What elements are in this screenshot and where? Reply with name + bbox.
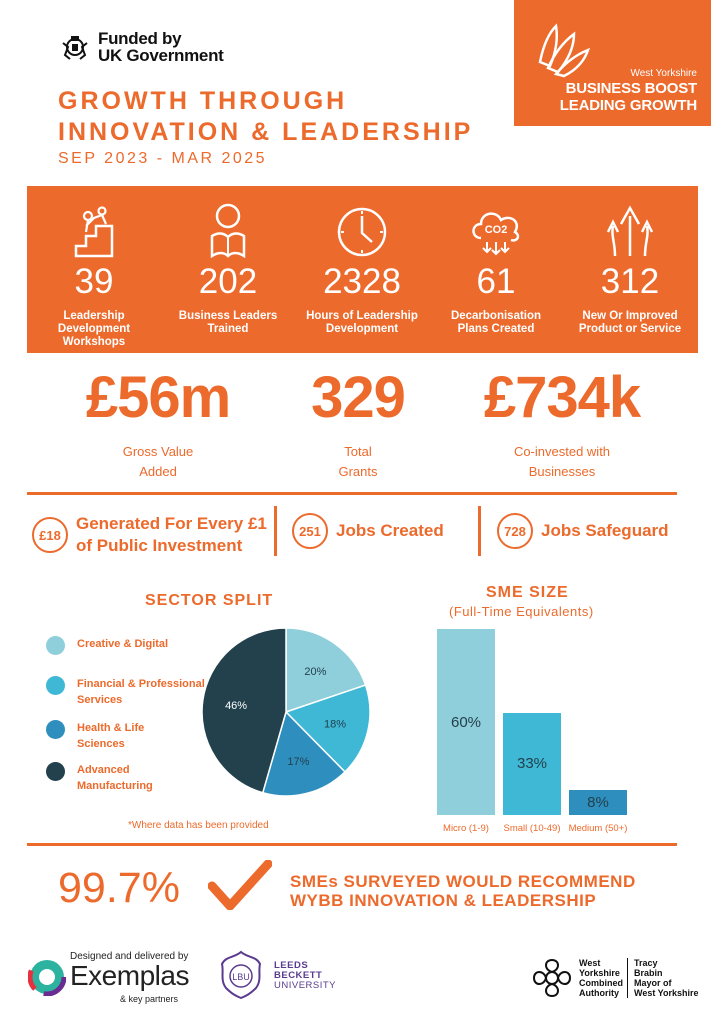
logo-line3: LEADING GROWTH	[559, 97, 697, 114]
figure-grants-desc1: Total	[344, 444, 372, 459]
jobs-created-badge: 251	[292, 513, 328, 549]
legend-label: Health & Life	[77, 722, 145, 734]
sme-bar-value: 60%	[450, 713, 482, 731]
pie-label-4: 46%	[225, 699, 248, 712]
legend-label-cont: Sciences	[77, 738, 125, 750]
clock-icon	[336, 206, 388, 258]
sme-size-subtitle: (Full-Time Equivalents)	[449, 604, 594, 619]
growth-arrows-icon	[605, 202, 655, 258]
stat-hours-value: 2328	[323, 262, 401, 301]
sme-bar-value: 8%	[587, 794, 609, 812]
title-line2: INNOVATION & LEADERSHIP	[58, 118, 474, 146]
title-line1: GROWTH THROUGH	[58, 87, 348, 115]
wyca-line4: Authority	[579, 988, 619, 998]
legend-swatch	[46, 636, 65, 655]
mayor-line4: West Yorkshire	[634, 988, 699, 998]
leeds-line2: BECKETT	[274, 970, 323, 981]
figure-gva-value: £56m	[85, 365, 231, 430]
jobs-safeguard-badge: 728	[497, 513, 533, 549]
stat-products-label: New Or Improved Product or Service	[578, 310, 682, 335]
mayor-line1: Tracy	[634, 958, 658, 968]
wyca-line2: Yorkshire	[579, 968, 620, 978]
legend-creative-digital	[46, 636, 168, 655]
stairs-climb-icon	[72, 206, 116, 258]
stats-band	[27, 186, 698, 353]
sme-bar-category: Micro (1-9)	[443, 823, 489, 834]
figure-grants	[248, 366, 468, 482]
figure-gva	[48, 366, 268, 482]
mayor-line3: Mayor of	[634, 978, 672, 988]
recommend-line1: SMEs SURVEYED WOULD RECOMMEND	[290, 872, 636, 891]
divider-top	[27, 492, 677, 495]
stat-hours-label: Hours of Leadership Development	[306, 310, 418, 335]
impact-jobs-created	[292, 513, 444, 549]
stat-products-value: 312	[600, 262, 660, 301]
key-partners-text: & key partners	[120, 994, 179, 1004]
figure-coinvested	[452, 366, 672, 482]
reader-icon	[206, 202, 250, 258]
sme-bar-value: 33%	[516, 755, 548, 773]
funded-line1: Funded by	[98, 29, 182, 48]
pie-label-3: 17%	[287, 755, 310, 768]
stat-decarbonisation-value: 61	[476, 262, 516, 301]
stat-decarbonisation	[429, 186, 563, 336]
generated-line2: of Public Investment	[76, 536, 243, 555]
legend-swatch	[46, 676, 65, 695]
legend-swatch	[46, 762, 65, 781]
funded-by-uk-government	[60, 30, 224, 64]
mayor-wordmark	[634, 958, 699, 998]
legend-label-cont: Services	[77, 694, 123, 706]
generated-line1: Generated For Every £1	[76, 514, 267, 533]
business-boost-logo	[514, 0, 711, 126]
stat-decarbonisation-label: Decarbonisation Plans Created	[450, 310, 542, 335]
figure-gva-desc2: Added	[139, 464, 177, 479]
impact-generated	[32, 513, 267, 557]
co2-cloud-icon	[467, 206, 525, 258]
recommend-text	[290, 872, 636, 910]
leeds-line3: UNIVERSITY	[274, 980, 337, 991]
sector-split-title: SECTOR SPLIT	[145, 592, 274, 609]
sme-bar-category: Medium (50+)	[568, 823, 628, 834]
sme-bar-2	[503, 713, 561, 815]
stat-leaders-label: Business Leaders Trained	[178, 310, 278, 335]
legend-label-cont: Manufacturing	[77, 780, 153, 792]
figure-gva-desc1: Gross Value	[122, 444, 194, 459]
exemplas-logo-icon	[28, 958, 66, 996]
wyca-rose-icon	[530, 956, 574, 1000]
figure-grants-value: 329	[311, 365, 405, 430]
stat-workshops-label: Leadership Development Workshops	[57, 310, 131, 348]
book-pages-icon	[534, 22, 594, 80]
figure-coinvested-desc2: Businesses	[528, 464, 596, 479]
figure-coinvested-desc1: Co-invested with	[513, 444, 611, 459]
generated-value-badge: £18	[32, 517, 68, 553]
recommend-percent: 99.7%	[58, 864, 180, 912]
sme-size-title: SME SIZE	[486, 584, 569, 601]
figure-grants-desc2: Grants	[338, 464, 378, 479]
legend-manufacturing	[46, 762, 153, 794]
wyca-line1: West	[579, 958, 601, 968]
divider-v1	[274, 506, 277, 556]
stat-workshops	[27, 186, 161, 349]
stat-products	[563, 186, 697, 336]
jobs-safeguard-label: Jobs Safeguard	[541, 521, 669, 540]
logo-line1: West Yorkshire	[630, 68, 697, 79]
figure-coinvested-value: £734k	[483, 365, 641, 430]
svg-text:CO2: CO2	[484, 224, 508, 236]
legend-label: Creative & Digital	[77, 638, 169, 650]
recommend-line2: WYBB INNOVATION & LEADERSHIP	[290, 891, 597, 910]
pie-label-1: 20%	[304, 666, 327, 679]
pie-footnote: *Where data has been provided	[128, 820, 269, 831]
sme-bar-1	[437, 629, 495, 815]
sector-pie-chart	[200, 626, 372, 798]
stat-workshops-value: 39	[74, 262, 114, 301]
legend-swatch	[46, 720, 65, 739]
leeds-beckett-crest-icon	[218, 950, 264, 1000]
legend-financial	[46, 676, 205, 708]
legend-health	[46, 720, 144, 752]
leeds-line1: LEEDS	[274, 960, 309, 971]
legend-label: Financial & Professional	[77, 678, 205, 690]
wyca-wordmark	[579, 958, 623, 998]
divider-bottom	[27, 843, 677, 846]
jobs-created-label: Jobs Created	[336, 521, 444, 540]
designed-by-text: Designed and delivered by	[70, 951, 189, 962]
impact-jobs-safeguard	[497, 513, 669, 549]
exemplas-wordmark: Exemplas	[70, 960, 189, 991]
pie-label-2: 18%	[324, 718, 347, 731]
divider-v2	[478, 506, 481, 556]
stat-leaders-value: 202	[198, 262, 258, 301]
legend-label: Advanced	[77, 764, 130, 776]
leeds-beckett-wordmark	[274, 961, 336, 991]
lbu-monogram: LBU	[232, 972, 250, 982]
wyca-line3: Combined	[579, 978, 623, 988]
stat-leaders	[161, 186, 295, 336]
page-title	[58, 86, 473, 148]
date-range: SEP 2023 - MAR 2025	[58, 150, 268, 167]
funded-line2: UK Government	[98, 46, 224, 65]
checkmark-icon	[208, 860, 272, 910]
stat-hours	[295, 186, 429, 336]
royal-crest-icon	[60, 33, 90, 61]
mayor-line2: Brabin	[634, 968, 663, 978]
sme-bar-3	[569, 790, 627, 815]
logo-line2: BUSINESS BOOST	[565, 80, 697, 97]
sme-bar-category: Small (10-49)	[503, 823, 561, 834]
footer-divider	[627, 958, 628, 998]
